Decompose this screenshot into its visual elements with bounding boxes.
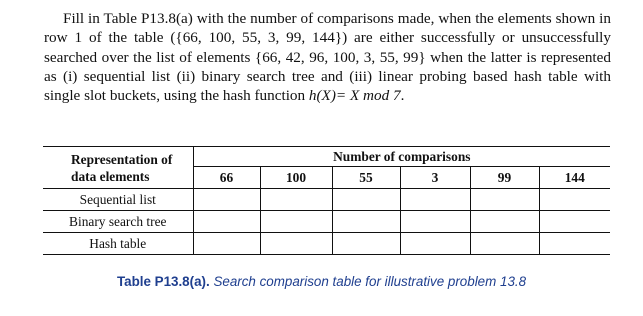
table-cell[interactable] <box>260 211 332 233</box>
table-cell[interactable] <box>193 211 260 233</box>
table-caption <box>0 274 643 289</box>
table-cell[interactable] <box>332 211 400 233</box>
table-cell[interactable] <box>400 211 470 233</box>
table-cell[interactable] <box>470 211 539 233</box>
comparison-table <box>43 146 610 255</box>
number-of-comparisons-header: Number of comparisons <box>193 147 610 167</box>
row-label: Binary search tree <box>43 211 193 233</box>
column-header: 144 <box>539 167 610 189</box>
column-header: 66 <box>193 167 260 189</box>
table-cell[interactable] <box>193 233 260 255</box>
column-header: 3 <box>400 167 470 189</box>
table-cell[interactable] <box>539 189 610 211</box>
hash-function-formula: h(X)= X mod 7 <box>308 87 401 105</box>
table-cell[interactable] <box>539 211 610 233</box>
problem-text: Fill in Table P13.8(a) with the number of comparisons made, when the elements shown in row 1 of the table ({66, 100, 55, 3, 99, 144}) are either successfully or unsuccessfully searched over the list of elements {66, 42, 96, 100, 3, 55, 99} when the latter is represented as (i) sequential list (ii) binary search tree and (iii) linear probing based hash table with single slot buckets, using the hash function <box>44 10 611 105</box>
table-row <box>43 233 610 255</box>
table-cell[interactable] <box>260 189 332 211</box>
table-cell[interactable] <box>193 189 260 211</box>
table-row <box>43 211 610 233</box>
table-cell[interactable] <box>260 233 332 255</box>
table-cell[interactable] <box>332 233 400 255</box>
column-header: 100 <box>260 167 332 189</box>
caption-label: Table P13.8(a). <box>116 274 210 289</box>
table-cell[interactable] <box>470 233 539 255</box>
problem-statement <box>44 9 611 105</box>
problem-text-end: . <box>400 87 405 105</box>
table-row <box>43 189 610 211</box>
column-header: 55 <box>332 167 400 189</box>
comparison-table-container <box>43 146 610 255</box>
table-cell[interactable] <box>470 189 539 211</box>
table-cell[interactable] <box>539 233 610 255</box>
row-label: Sequential list <box>43 189 193 211</box>
representation-header: Representation of data elements <box>43 147 193 189</box>
caption-text: Search comparison table for illustrative problem 13.8 <box>213 274 527 289</box>
table-cell[interactable] <box>332 189 400 211</box>
table-cell[interactable] <box>400 189 470 211</box>
row-label: Hash table <box>43 233 193 255</box>
table-cell[interactable] <box>400 233 470 255</box>
column-header: 99 <box>470 167 539 189</box>
